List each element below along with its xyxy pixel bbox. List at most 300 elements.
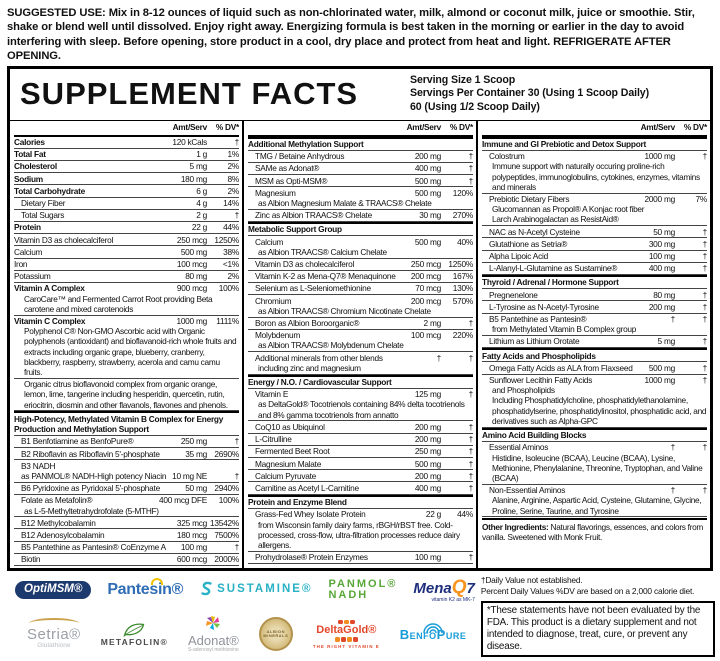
table-row <box>14 259 239 271</box>
section-header: Protein and Enzyme Blend <box>248 495 473 509</box>
table-row <box>14 198 239 210</box>
table-row <box>248 318 473 330</box>
ingredient-name: Biotin <box>21 554 41 565</box>
amt-serv-column-header: Amt/Serv <box>640 122 675 133</box>
ingredient-note: Organic citrus bioflavonoid complex from organic orange, lemon, lime, tangerine including hesperidin, quercetin, rutin, eriocitrin, diosmin and other flavanols, flavones and phenols. <box>14 379 239 412</box>
amount-value: 500 mg <box>414 458 441 469</box>
dv-value: † <box>234 542 239 553</box>
table-row <box>14 436 239 448</box>
column-header-strip <box>482 121 707 136</box>
table-row <box>14 149 239 161</box>
ingredient-name: Vitamin A Complex <box>14 283 85 294</box>
amount-value: 500 mg <box>180 246 207 257</box>
amount-value: 5 mg <box>657 336 675 347</box>
ingredient-name: Pregnenelone <box>489 289 538 300</box>
ingredient-name: Sunflower Lecithin Fatty Acids <box>489 375 593 386</box>
amount-value: 1 g <box>196 149 207 160</box>
facts-title: SUPPLEMENT FACTS <box>20 76 359 112</box>
table-row <box>482 301 707 313</box>
ingredient-name: Molybdenum <box>255 330 301 341</box>
dv-value: 13542% <box>210 517 239 528</box>
metafolin-wordmark: METAFOLIN® <box>100 636 168 647</box>
dv-value: 220% <box>452 330 473 341</box>
dv-value: † <box>702 375 707 386</box>
dv-value: 14% <box>223 198 239 209</box>
facts-column-middle <box>242 121 476 568</box>
dv-value: 2% <box>227 271 239 282</box>
facts-column-right <box>476 121 710 568</box>
amount-value: 900 mcg <box>176 283 207 294</box>
setria-wordmark: Setria® <box>27 626 81 644</box>
table-row <box>14 448 239 460</box>
logo-metafolin <box>101 622 168 647</box>
dv-value: † <box>234 470 239 481</box>
section-header: Thyroid / Adrenal / Hormone Support <box>482 275 707 289</box>
ingredient-name: Dietary Fiber <box>21 198 66 209</box>
ingredient-name: Carnitine as Acetyl L-Carnitine <box>255 482 359 493</box>
dv-value: † <box>468 163 473 174</box>
logo-row-2 <box>27 607 475 661</box>
dv-value: 2000% <box>214 554 239 565</box>
ingredient-note: from Methylated Vitamin B Complex group <box>492 324 637 335</box>
suggested-use-text: Mix in 8-12 ounces of liquid such as non-chlorinated water, milk, almond or coconut milk, juice or smoothie. Stir, shake or blend well until dissolved. Enjoy right away. Energizing formula is best taken in the morning or earlier in the day to avoid interfering with sleep. Before opening, store product in a cool, dry place and protect from heat and light. REFRIGERATE AFTER OPENING. <box>7 7 695 62</box>
ingredient-name: L-Citrulline <box>255 434 292 445</box>
amount-value: 300 mg <box>648 238 675 249</box>
dv-value: 40% <box>457 236 473 247</box>
serving-size: Serving Size 1 Scoop <box>410 73 516 86</box>
ingredient-name: Chromium <box>255 295 292 306</box>
dv-value: † <box>468 352 473 363</box>
dv-value: † <box>702 336 707 347</box>
optimsm-wordmark: OptiMSM® <box>15 581 91 599</box>
table-row <box>482 194 707 227</box>
amount-value: 100 mg <box>648 251 675 262</box>
ingredient-name: Magnesium Malate <box>255 458 322 469</box>
table-row <box>482 251 707 263</box>
table-row <box>482 442 707 485</box>
suggested-use <box>7 6 713 63</box>
column-header-strip <box>14 121 239 136</box>
section-header: Energy / N.O. / Cardiovascular Support <box>248 375 473 389</box>
dv-value: 570% <box>452 295 473 306</box>
dv-value: † <box>234 436 239 447</box>
ingredient-name: TMG / Betaine Anhydrous <box>255 151 345 162</box>
table-row <box>14 173 239 185</box>
table-row <box>14 161 239 173</box>
ingredient-name: Omega Fatty Acids as ALA from Flaxseed <box>489 362 633 373</box>
deltagold-subtext: THE RIGHT VITAMIN E <box>312 643 380 649</box>
adonat-wordmark: Adonat® <box>188 633 239 649</box>
table-row <box>482 226 707 238</box>
dv-value: † <box>702 238 707 249</box>
table-row <box>482 336 707 348</box>
ingredient-name: Calcium <box>255 236 284 247</box>
table-row <box>14 529 239 541</box>
ingredient-name: B5 Pantethine as Pantesin® <box>489 314 587 325</box>
table-row <box>248 446 473 458</box>
ingredient-name: B12 Methylcobalamin <box>21 517 96 528</box>
dv-value: † <box>234 137 239 148</box>
facts-columns <box>10 121 710 568</box>
dv-value: 2690% <box>214 448 239 459</box>
ingredient-name: SAMe as Adonat® <box>255 163 320 174</box>
table-row <box>482 362 707 374</box>
ingredient-name: Protein <box>14 222 41 233</box>
ingredient-name: L-Tyrosine as N-Acetyl-Tyrosine <box>489 301 599 312</box>
dv-value: 2% <box>227 161 239 172</box>
amount-value: 600 mcg <box>176 554 207 565</box>
ingredient-name: B5 Pantethine as Pantesin® CoEnzyme A <box>21 542 166 553</box>
bottom-section <box>7 575 713 661</box>
amount-value: 80 mg <box>653 289 675 300</box>
table-row <box>14 210 239 222</box>
panmol-nadh-wordmark: PANMOL® NADH <box>328 578 398 602</box>
ingredient-name: Fermented Beet Root <box>255 446 330 457</box>
amount-value: 2 mg <box>423 318 441 329</box>
ingredient-name: as PANMOL® NADH-High potency Niacin <box>21 470 167 481</box>
logo-sustamine <box>199 581 312 600</box>
amt-serv-column-header: Amt/Serv <box>406 122 441 133</box>
amount-value: 500 mg <box>414 187 441 198</box>
ingredient-name: Colostrum <box>489 151 525 162</box>
amount-value: 50 mg <box>185 483 207 494</box>
ingredient-note: as DeltaGold® Tocotrienols containing 84% delta tocotrienols and 8% gamma tocotrienols from annatto <box>258 399 465 420</box>
sustamine-wordmark: SUSTAMINE® <box>217 583 313 596</box>
dv-value: † <box>468 458 473 469</box>
table-row <box>248 482 473 494</box>
dv-value: † <box>468 434 473 445</box>
dv-value: † <box>702 151 707 162</box>
dv-value: † <box>702 251 707 262</box>
ingredient-name: NAC as N-Acetyl Cysteine <box>489 226 580 237</box>
table-row <box>248 271 473 283</box>
table-row <box>482 375 707 428</box>
table-row <box>248 236 473 258</box>
ingredient-name: Alpha Lipoic Acid <box>489 251 548 262</box>
ingredient-name: B1 Benfotiamine as BenfoPure® <box>21 436 134 447</box>
ingredient-note: Immune support with naturally occuring proline-rich polypeptides, immunoglobulins, cytokines, enzymes, vitamins and minerals <box>492 161 700 192</box>
amount-value: 120 kCals <box>172 137 207 148</box>
table-row <box>248 552 473 564</box>
ingredient-name: Total Sugars <box>21 210 65 221</box>
amount-value: 180 mcg <box>176 529 207 540</box>
amount-value: 250 mcg <box>410 259 441 270</box>
ingredient-name: Lithium as Lithium Orotate <box>489 336 580 347</box>
amount-value: 30 mg <box>419 210 441 221</box>
section-header: Amino Acid Building Blocks <box>482 428 707 442</box>
amount-value: 200 mg <box>414 434 441 445</box>
table-row <box>248 421 473 433</box>
dv-value: 270% <box>452 210 473 221</box>
logo-benfopure <box>400 628 467 641</box>
facts-header <box>10 69 710 121</box>
amount-value: † <box>436 352 441 363</box>
ingredient-name: MSM as Opti-MSM® <box>255 175 328 186</box>
daily-value-basis: Percent Daily Values %DV are based on a 2,000 calorie diet. <box>480 585 695 596</box>
ingredient-name: Prohydrolase® Protein Enzymes <box>255 552 368 563</box>
amount-value: 70 mcg <box>415 283 441 294</box>
table-row <box>14 283 239 316</box>
amount-value: † <box>670 442 675 453</box>
adonat-pinwheel-icon <box>205 615 221 635</box>
section-header: Additional Methylation Support <box>248 137 473 151</box>
ingredient-name: Vitamin C Complex <box>14 316 86 327</box>
dv-value: <1% <box>222 259 239 270</box>
dv-value: 7% <box>695 194 707 205</box>
amount-value: 100 mcg <box>176 259 207 270</box>
table-row <box>14 316 239 379</box>
amount-value: 200 mg <box>414 151 441 162</box>
logo-pantesin <box>107 582 183 598</box>
table-row <box>248 509 473 552</box>
ingredient-name: Total Carbohydrate <box>14 185 85 196</box>
amount-value: 250 mg <box>180 436 207 447</box>
table-row <box>14 234 239 246</box>
dv-column-header: % DV* <box>683 122 707 133</box>
logo-deltagold <box>313 619 380 650</box>
dv-value: 100% <box>218 495 239 506</box>
ingredient-name: Essential Aminos <box>489 442 549 453</box>
amount-value: 2000 mg <box>644 194 675 205</box>
ingredient-note: including zinc and magnesium <box>258 362 361 373</box>
amount-value: † <box>670 485 675 496</box>
amount-value: † <box>670 314 675 325</box>
logo-panmol <box>328 579 397 601</box>
table-row <box>14 246 239 258</box>
brand-logos <box>7 575 475 661</box>
section-header: High-Potency, Methylated Vitamin B Complex for Energy Production and Methylation Support <box>14 411 239 435</box>
other-ingredients-text: Natural flavorings, essences, and colors from vanilla. Sweetened with Monk Fruit. <box>482 522 704 543</box>
ingredient-name: Selenium as L-Seleniomethionine <box>255 283 371 294</box>
ingredient-name: Calories <box>14 137 45 148</box>
section-header: Metabolic Support Group <box>248 222 473 236</box>
logo-optimsm <box>15 581 91 599</box>
table-row <box>248 163 473 175</box>
ingredient-note: Larch Arabinogalactan as ResistAid® <box>492 214 619 225</box>
fda-disclaimer-box <box>481 601 715 657</box>
amount-value: 80 mg <box>185 271 207 282</box>
amount-value: 200 mg <box>414 470 441 481</box>
ingredient-name: Grass-Fed Whey Isolate Protein <box>255 509 366 520</box>
ingredient-name: CoQ10 as Ubiquinol <box>255 421 325 432</box>
amount-value: 400 mg <box>414 163 441 174</box>
table-row <box>248 283 473 295</box>
table-row <box>14 460 239 482</box>
ingredient-note: Including Phosphatidylcholine, phosphatidylethanolamine, phosphatidylserine, phosphatidylinositol, phosphatidic acid, and derivatives such as Alpha-GPC <box>492 395 707 426</box>
amount-value: 35 mg <box>185 448 207 459</box>
amount-value: 200 mg <box>414 421 441 432</box>
amount-value: 250 mcg <box>176 234 207 245</box>
dv-value: 38% <box>223 246 239 257</box>
other-ingredients-label: Other Ingredients: <box>482 522 549 533</box>
table-row <box>482 485 707 518</box>
dv-value: 2% <box>227 185 239 196</box>
ingredient-name: Total Fat <box>14 149 46 160</box>
amount-value: 400 mg <box>414 482 441 493</box>
ingredient-name: L-Alanyl-L-Glutamine as Sustamine® <box>489 263 618 274</box>
amount-value: 100 mg <box>180 542 207 553</box>
sustamine-s-icon <box>199 581 214 600</box>
facts-column-left <box>10 121 242 568</box>
logo-adonat <box>188 615 239 653</box>
ingredient-name: Additional minerals from other blends <box>255 352 383 363</box>
table-row <box>248 470 473 482</box>
dv-value: † <box>468 446 473 457</box>
dv-value: 8% <box>227 173 239 184</box>
ingredient-name: Prebiotic Dietary Fibers <box>489 194 570 205</box>
amount-value: 10 mg NE <box>172 470 207 481</box>
table-row <box>482 314 707 336</box>
servings-half-scoop: 60 (Using 1/2 Scoop Daily) <box>410 101 540 114</box>
dv-value: 120% <box>452 187 473 198</box>
table-row <box>14 542 239 554</box>
servings-per-container: Servings Per Container 30 (Using 1 Scoop Daily) <box>410 87 650 100</box>
ingredient-note: as Albion TRAACS® Molybdenum Chelate <box>258 340 404 351</box>
menaq7-subtext: vitamin K2 as MK-7 <box>431 596 475 603</box>
dv-value: † <box>702 362 707 373</box>
table-row <box>248 259 473 271</box>
setria-subtext: Glutathione <box>37 642 71 650</box>
dv-value: † <box>468 552 473 563</box>
ingredient-name: Boron as Albion Boroorganic® <box>255 318 360 329</box>
ingredient-note: Histidine, Isoleucine (BCAA), Leucine (BCAA), Lysine, Methionine, Phenylalanine, Threonine, Tryptophan, and Valine (BCAA) <box>492 452 703 483</box>
table-row <box>248 210 473 222</box>
dv-value: † <box>468 151 473 162</box>
dv-value: † <box>702 263 707 274</box>
amount-value: 200 mg <box>648 301 675 312</box>
logo-row-1 <box>15 577 475 603</box>
amount-value: 325 mcg <box>176 517 207 528</box>
dv-value: † <box>468 389 473 400</box>
deltagold-leaves-icon <box>335 637 358 642</box>
dv-value: † <box>702 314 707 325</box>
dv-value: 1% <box>227 149 239 160</box>
table-row <box>248 151 473 163</box>
dv-value: 2940% <box>214 483 239 494</box>
logo-setria <box>27 618 81 650</box>
amount-value: 1000 mg <box>176 316 207 327</box>
table-row <box>14 222 239 234</box>
logo-albion <box>259 617 293 651</box>
section-header: Immune and GI Prebiotic and Detox Support <box>482 137 707 151</box>
ingredient-name: Iron <box>14 259 28 270</box>
amount-value: 180 mg <box>180 173 207 184</box>
ingredient-name: Magnesium <box>255 187 296 198</box>
amount-value: 125 mg <box>414 389 441 400</box>
dv-value: † <box>468 421 473 432</box>
amount-value: 22 g <box>191 222 207 233</box>
ingredient-name: Non-Essential Aminos <box>489 485 566 496</box>
dv-value: † <box>702 289 707 300</box>
menaq7-wordmark: MenaQ7 <box>413 576 475 598</box>
table-row <box>14 483 239 495</box>
ingredient-name: Potassium <box>14 271 51 282</box>
table-row <box>14 271 239 283</box>
column-header-strip <box>248 121 473 136</box>
amount-value: 4 g <box>196 198 207 209</box>
dv-value: 7500% <box>214 529 239 540</box>
amount-value: 200 mcg <box>410 271 441 282</box>
amount-value: 500 mg <box>414 236 441 247</box>
dv-value: † <box>468 470 473 481</box>
table-row <box>482 151 707 194</box>
dv-value: † <box>702 485 707 496</box>
ingredient-name: Vitamin D3 as cholecalciferol <box>255 259 355 270</box>
ingredient-note: Glucomannan as Propol® A Konjac root fiber <box>492 204 645 215</box>
dv-value: † <box>468 318 473 329</box>
amount-value: 5 mg <box>189 161 207 172</box>
amount-value: 6 g <box>196 185 207 196</box>
ingredient-name: Sodium <box>14 173 43 184</box>
dv-value: 44% <box>457 509 473 520</box>
amount-value: 100 mcg <box>410 330 441 341</box>
dv-value: 44% <box>223 222 239 233</box>
amount-value: 22 g <box>425 509 441 520</box>
pantesin-wordmark: Pantesin® <box>107 581 184 599</box>
dv-value: 1250% <box>448 259 473 270</box>
ingredient-note: and Phospholipids <box>492 385 555 396</box>
amount-value: 500 mg <box>414 175 441 186</box>
serving-info <box>410 74 702 115</box>
albion-minerals-medallion-icon: ALBION MINERALS <box>259 617 293 651</box>
table-row <box>482 263 707 275</box>
dv-column-header: % DV* <box>215 122 239 133</box>
dv-value: † <box>468 175 473 186</box>
ingredient-name: B2 Riboflavin as Riboflavin 5'-phosphate <box>21 448 160 459</box>
table-row <box>248 175 473 187</box>
ingredient-name: B6 Pyridoxine as Pyridoxal 5'-phosphate <box>21 483 160 494</box>
suggested-use-label: SUGGESTED USE: <box>7 7 106 19</box>
amount-value: 400 mcg DFE <box>159 495 207 506</box>
table-row <box>482 289 707 301</box>
adonat-subtext: S-adenosyl methionine <box>187 647 239 654</box>
dv-value: † <box>702 442 707 453</box>
other-ingredients <box>482 518 707 542</box>
ingredient-name: Folate as Metafolin® <box>21 495 93 506</box>
ingredient-name: Zinc as Albion TRAACS® Chelate <box>255 210 372 221</box>
ingredient-note: Polyphenol C® Non-GMO Ascorbic acid with Organic polyphenols (antioxidant) and bioflavanoid-rich whole fruits and extracts including organic grape, blueberry, cranberry, blackberry, raspberry, strawberry, acerola and camu camu fruits. <box>24 326 237 378</box>
footnote-area <box>481 575 715 661</box>
dv-value: † <box>234 210 239 221</box>
dv-value: 100% <box>218 283 239 294</box>
fda-disclaimer-text: *These statements have not been evaluated by the FDA. This product is a dietary supplement and not intended to diagnose, treat, cure, or prevent any disease. <box>486 605 701 653</box>
dv-value: 130% <box>452 283 473 294</box>
ingredient-note: as Albion TRAACS® Chromium Nicotinate Chelate <box>258 305 431 316</box>
ingredient-name: B12 Adenosylcobalamin <box>21 529 105 540</box>
supplement-facts-panel <box>7 66 713 571</box>
dv-value: 167% <box>452 271 473 282</box>
table-row <box>248 295 473 317</box>
deltagold-wordmark: DeltaGold® <box>316 624 377 637</box>
ingredient-note: CaroCare™ and Fermented Carrot Root providing Beta carotene and mixed carotenoids <box>24 293 213 314</box>
table-row <box>248 187 473 209</box>
pantesin-arc-icon <box>151 578 163 585</box>
table-row <box>248 330 473 352</box>
ingredient-name: Vitamin E <box>255 389 289 400</box>
amount-value: 1000 mg <box>644 375 675 386</box>
amount-value: 100 mg <box>414 552 441 563</box>
ingredient-name: Calcium <box>14 246 43 257</box>
ingredient-name: Vitamin K-2 as Mena-Q7® Menaquinone <box>255 271 396 282</box>
amount-value: 50 mg <box>653 226 675 237</box>
ingredient-note: as L-5-Methyltetrahydrofolate (5-MTHF) <box>24 505 159 516</box>
section-header: Fatty Acids and Phospholipids <box>482 348 707 362</box>
ingredient-note: Alanine, Arginine, Aspartic Acid, Cysteine, Glutamine, Glycine, Proline, Serine, Taurine, and Tyrosine <box>492 495 702 516</box>
ingredient-name: Cholesterol <box>14 161 57 172</box>
amount-value: 1000 mg <box>644 151 675 162</box>
dv-value: † <box>702 226 707 237</box>
dv-value: 1250% <box>214 234 239 245</box>
